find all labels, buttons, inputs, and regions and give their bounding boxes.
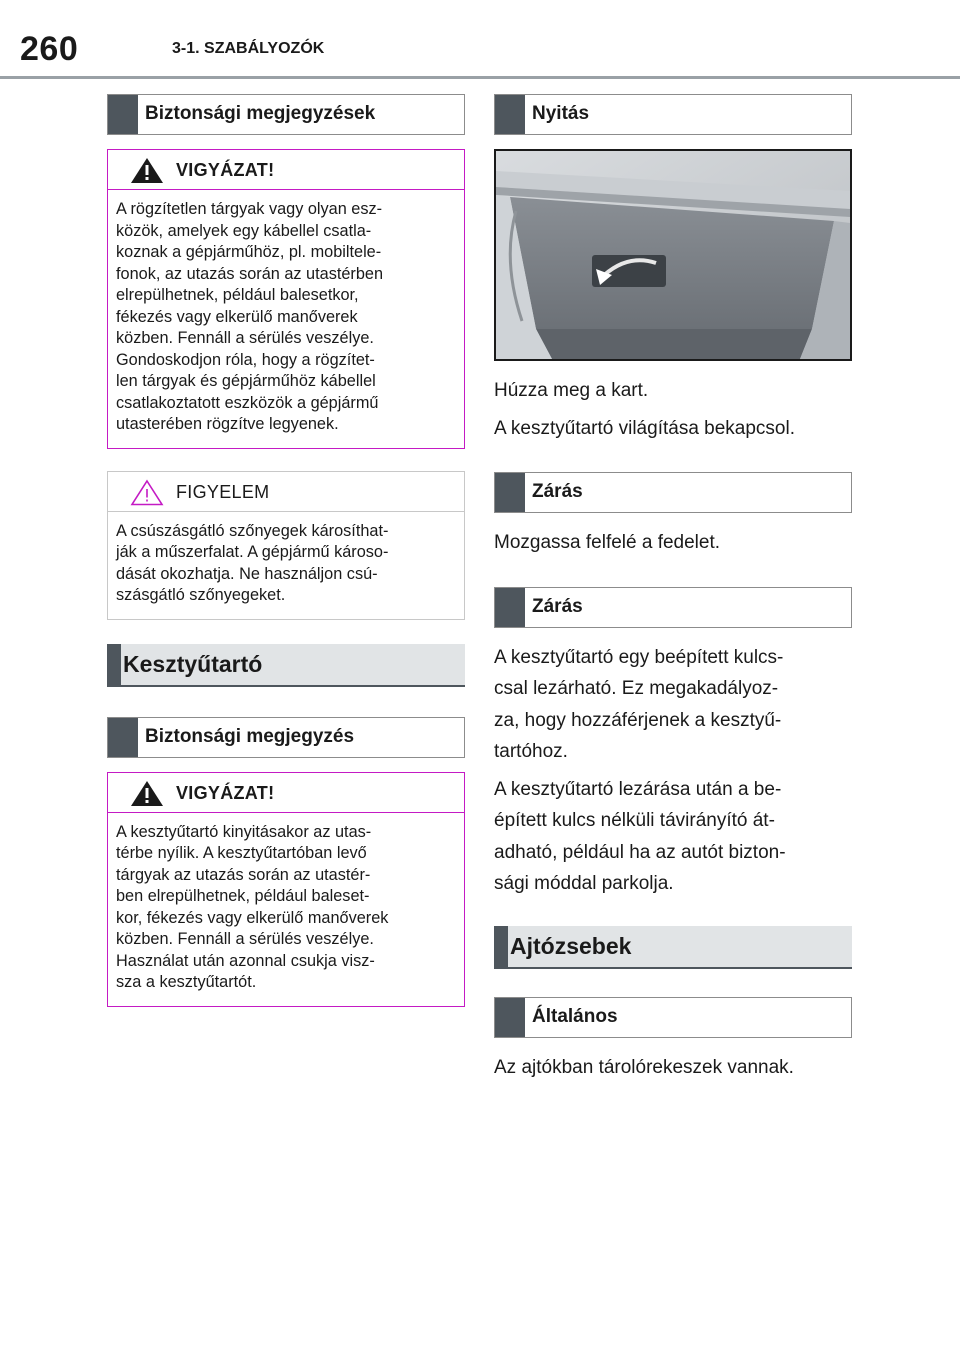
warning-box-glovebox <box>107 772 465 1007</box>
page-number: 260 <box>20 30 79 68</box>
right-column <box>494 94 852 1089</box>
lock-paragraph-2: A kesztyűtartó lezárása után a be- épített kulcs nélküli távirányító át- adható, például ha az autót bizton- sági móddal parkolja. <box>494 778 786 894</box>
header-rule <box>0 76 960 79</box>
subheading-safety-note: Biztonsági megjegyzés <box>107 717 465 758</box>
notice-text: A csúszásgátló szőnyegek károsíthat- ják a műszerfalat. A gépjármű károso- dását okozhatja. Ne használjon csú- szásgátló szőnyegeket. <box>116 521 389 604</box>
subheading-closing: Zárás <box>494 472 852 513</box>
notice-header <box>108 472 464 512</box>
subheading-general: Általános <box>494 997 852 1038</box>
warning-triangle-icon <box>130 157 164 184</box>
glovebox-illustration <box>496 151 850 359</box>
close-step-1: Mozgassa felfelé a fedelet. <box>494 532 721 553</box>
warning-text: A kesztyűtartó kinyitásakor az utas- térbe nyílik. A kesztyűtartóban levő tárgyak az utazás során az utastér- ben elrepülhetnek, például baleset- kor, fékezés vagy elkerülő manőverek közben. Fennáll a sérülés veszélye. Használat után azonnal csukja visz- sza a kesztyűtartót. <box>116 822 389 991</box>
notice-title: FIGYELEM <box>176 481 270 502</box>
warning-header <box>108 150 464 190</box>
open-step-1: Húzza meg a kart. <box>494 380 649 401</box>
subheading-opening: Nyitás <box>494 94 852 135</box>
lock-paragraph-1: A kesztyűtartó egy beépített kulcs- csal lezárható. Ez megakadályoz- za, hogy hozzáférjenek a kesztyű- tartóhoz. <box>494 646 784 762</box>
subheading-safety-notes: Biztonsági megjegyzések <box>107 94 465 135</box>
warning-header <box>108 773 464 813</box>
notice-box-mats <box>107 471 465 620</box>
warning-text: A rögzítetlen tárgyak vagy olyan esz- közök, amelyek egy kábellel csatla- koznak a gépjárműhöz, pl. mobiltele- fonok, az utazás során az utastérben elrepülhetnek, például balesetkor, fékezés vagy elkerülő manőverek közben. Fennáll a sérülés veszélye. Gondoskodjon róla, hogy a rögzítet- len tárgyak és gépjárműhöz kábellel csatlakoztatott eszközök a gépjármű utasterében rögzítve legyenek. <box>116 200 383 433</box>
left-column <box>107 94 465 1029</box>
warning-title: VIGYÁZAT! <box>176 782 275 803</box>
general-paragraph: Az ajtókban tárolórekeszek vannak. <box>494 1056 794 1078</box>
warning-triangle-icon <box>130 780 164 807</box>
warning-box-loose-items <box>107 149 465 449</box>
warning-title: VIGYÁZAT! <box>176 160 275 180</box>
section-heading-door-pockets: Ajtózsebek <box>494 926 852 969</box>
section-heading-glovebox: Kesztyűtartó <box>107 644 465 687</box>
caution-outline-icon <box>130 479 164 506</box>
glovebox-photo <box>494 149 852 361</box>
open-step-2: A kesztyűtartó világítása bekapcsol. <box>494 417 795 439</box>
chapter-title: 3-1. SZABÁLYOZÓK <box>172 40 325 57</box>
subheading-locking: Zárás <box>494 587 852 628</box>
